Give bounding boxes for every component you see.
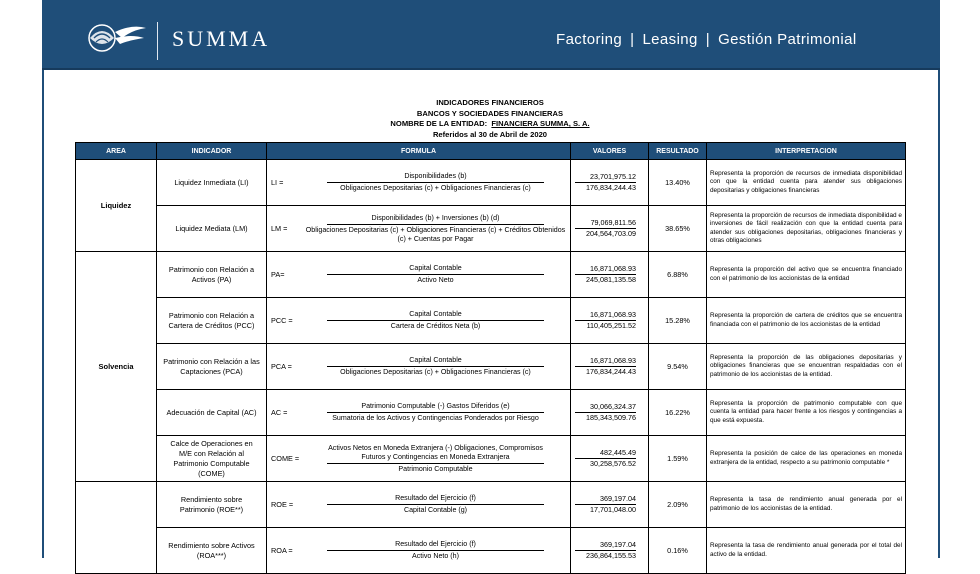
formula-numerator: Resultado del Ejercicio (f) xyxy=(327,494,544,505)
formula-denominator: Sumatoria de los Activos y Contingencias Ponderados por Riesgo xyxy=(332,414,539,422)
formula-denominator: Activo Neto (h) xyxy=(412,552,459,560)
table-row xyxy=(76,528,906,574)
column-header: AREA xyxy=(76,143,157,160)
formula-cell xyxy=(267,160,571,206)
formula-numerator: Resultado del Ejercicio (f) xyxy=(327,540,544,551)
value-numerator: 16,871,068.93 xyxy=(575,310,636,321)
tagline-factoring[interactable]: Factoring xyxy=(556,31,623,48)
value-denominator: 176,834,244.43 xyxy=(586,367,636,376)
interpretation-cell: Representa la posición de calce de las operaciones en moneda extranjera de la entidad, respecto a su patrimonio computable * xyxy=(707,436,906,482)
formula-numerator: Disponibilidades (b) + Inversiones (b) (d) xyxy=(327,214,544,225)
values-cell xyxy=(571,528,649,574)
value-numerator: 369,197.04 xyxy=(575,494,636,505)
formula-cell xyxy=(267,206,571,252)
value-denominator: 185,343,509.76 xyxy=(586,413,636,422)
table-header-row xyxy=(76,143,906,160)
interpretation-cell: Representa la proporción de recursos de inmediata disponibilidad con que la entidad cuenta para atender sus obligaciones depositarias y obligaciones financieras xyxy=(707,160,906,206)
interpretation-cell: Representa la proporción del activo que se encuentra financiado con el patrimonio de los accionistas de la entidad xyxy=(707,252,906,298)
formula-fraction xyxy=(305,264,566,285)
result-cell: 13.40% xyxy=(649,160,707,206)
formula-cell xyxy=(267,252,571,298)
formula-code: ROE = xyxy=(271,500,294,509)
interpretation-cell: Representa la proporción de cartera de créditos que se encuentra financiada con el patrimonio de los accionistas de la entidad xyxy=(707,298,906,344)
result-cell: 9.54% xyxy=(649,344,707,390)
table-row xyxy=(76,344,906,390)
result-cell: 0.16% xyxy=(649,528,707,574)
value-denominator: 245,081,135.58 xyxy=(586,275,636,284)
value-numerator: 369,197.04 xyxy=(575,540,636,551)
interpretation-cell: Representa la proporción de las obligaciones depositarias y obligaciones financieras que se encuentran respaldadas con el patrimonio de los accionistas de la entidad. xyxy=(707,344,906,390)
values-cell xyxy=(571,298,649,344)
indicator-cell: Adecuación de Capital (AC) xyxy=(157,390,267,436)
value-denominator: 30,258,576.52 xyxy=(590,459,636,468)
value-denominator: 110,405,251.52 xyxy=(586,321,636,330)
value-denominator: 204,564,703.09 xyxy=(586,229,636,238)
logo-divider xyxy=(157,22,158,60)
value-numerator: 23,701,975.12 xyxy=(575,172,636,183)
formula-denominator: Obligaciones Depositarias (c) + Obligaciones Financieras (c) xyxy=(340,184,531,192)
area-cell: Liquidez xyxy=(76,160,157,252)
tagline-gestion[interactable]: Gestión Patrimonial xyxy=(718,31,857,48)
column-header: RESULTADO xyxy=(649,143,707,160)
values-cell xyxy=(571,390,649,436)
formula-fraction xyxy=(305,444,566,474)
table-row xyxy=(76,160,906,206)
formula-cell xyxy=(267,482,571,528)
indicators-table xyxy=(75,142,906,574)
table-row xyxy=(76,298,906,344)
indicator-cell: Patrimonio con Relación a Cartera de Créditos (PCC) xyxy=(157,298,267,344)
brand-name: SUMMA xyxy=(172,26,271,51)
formula-denominator: Capital Contable (g) xyxy=(403,506,468,514)
formula-numerator: Capital Contable xyxy=(327,264,544,275)
interpretation-cell: Representa la proporción de recursos de inmediata disponibilidad e inversiones de fácil realización con que la entidad cuenta para atender sus obligaciones depositarias, obligaciones financieras y otras obligaciones xyxy=(707,206,906,252)
interpretation-cell: Representa la proporción de patrimonio computable con que cuenta la entidad para hacer frente a los riesgos y contingencias a que está expuesta. xyxy=(707,390,906,436)
interpretation-cell: Representa la tasa de rendimiento anual generada por el total del activo de la entidad. xyxy=(707,528,906,574)
formula-numerator: Disponibilidades (b) xyxy=(327,172,544,183)
formula-cell xyxy=(267,436,571,482)
area-cell xyxy=(76,482,157,574)
indicator-cell: Patrimonio con Relación a las Captaciones (PCA) xyxy=(157,344,267,390)
value-denominator: 17,701,048.00 xyxy=(590,505,636,514)
indicator-cell: Rendimiento sobre Patrimonio (ROE**) xyxy=(157,482,267,528)
formula-denominator: Cartera de Créditos Neta (b) xyxy=(390,322,481,330)
value-denominator: 236,864,155.53 xyxy=(586,551,636,560)
formula-cell xyxy=(267,528,571,574)
formula-cell xyxy=(267,390,571,436)
result-cell: 16.22% xyxy=(649,390,707,436)
formula-numerator: Capital Contable xyxy=(327,310,544,321)
indicator-cell: Rendimiento sobre Activos (ROA***) xyxy=(157,528,267,574)
report-titles xyxy=(75,98,905,140)
formula-fraction xyxy=(305,310,566,331)
result-cell: 15.28% xyxy=(649,298,707,344)
values-cell xyxy=(571,482,649,528)
result-cell: 1.59% xyxy=(649,436,707,482)
values-cell xyxy=(571,436,649,482)
formula-cell xyxy=(267,298,571,344)
values-cell xyxy=(571,252,649,298)
table-row xyxy=(76,390,906,436)
formula-code: ROA = xyxy=(271,546,293,555)
value-numerator: 30,066,324.37 xyxy=(575,402,636,413)
indicator-cell: Patrimonio con Relación a Activos (PA) xyxy=(157,252,267,298)
values-cell xyxy=(571,160,649,206)
entity-label: NOMBRE DE LA ENTIDAD: xyxy=(390,119,488,128)
formula-code: PA= xyxy=(271,270,285,279)
summa-logo-icon xyxy=(82,20,148,56)
formula-denominator: Activo Neto xyxy=(417,276,454,284)
indicator-cell: Liquidez Inmediata (LI) xyxy=(157,160,267,206)
column-header: INTERPRETACION xyxy=(707,143,906,160)
entity-line xyxy=(75,119,905,130)
area-cell: Solvencia xyxy=(76,252,157,482)
result-cell: 2.09% xyxy=(649,482,707,528)
table-row xyxy=(76,482,906,528)
entity-name: FINANCIERA SUMMA, S. A. xyxy=(491,119,590,128)
formula-code: PCA = xyxy=(271,362,292,371)
formula-denominator: Patrimonio Computable xyxy=(398,464,473,473)
formula-code: PCC = xyxy=(271,316,293,325)
formula-fraction xyxy=(305,356,566,377)
formula-fraction xyxy=(305,214,566,244)
formula-numerator: Patrimonio Computable (-) Gastos Diferidos (e) xyxy=(327,402,544,413)
formula-cell xyxy=(267,344,571,390)
table-row xyxy=(76,206,906,252)
report-date: Referidos al 30 de Abril de 2020 xyxy=(432,129,548,139)
formula-denominator: Obligaciones Depositarias (c) + Obligaciones Financieras (c) + Créditos Obtenidos (c) + Cuentas por Pagar xyxy=(305,225,566,243)
column-header: INDICADOR xyxy=(157,143,267,160)
table-row xyxy=(76,252,906,298)
formula-fraction xyxy=(305,494,566,515)
report-subtitle: BANCOS Y SOCIEDADES FINANCIERAS xyxy=(416,108,564,118)
result-cell: 38.65% xyxy=(649,206,707,252)
tagline xyxy=(556,31,857,48)
tagline-separator: | xyxy=(630,31,635,48)
interpretation-cell: Representa la tasa de rendimiento anual generada por el patrimonio de los accionistas de la entidad. xyxy=(707,482,906,528)
formula-code: LM = xyxy=(271,224,288,233)
values-cell xyxy=(571,206,649,252)
tagline-separator: | xyxy=(705,31,711,48)
tagline-leasing[interactable]: Leasing xyxy=(642,31,698,48)
report-title: INDICADORES FINANCIEROS xyxy=(436,98,544,107)
value-denominator: 176,834,244.43 xyxy=(586,183,636,192)
value-numerator: 482,445.49 xyxy=(575,448,636,459)
column-header: FORMULA xyxy=(267,143,571,160)
values-cell xyxy=(571,344,649,390)
indicator-cell: Liquidez Mediata (LM) xyxy=(157,206,267,252)
formula-code: COME = xyxy=(271,454,300,463)
formula-denominator: Obligaciones Depositarias (c) + Obligaciones Financieras (c) xyxy=(340,368,531,376)
formula-numerator: Capital Contable xyxy=(327,356,544,367)
indicator-cell: Calce de Operaciones en M/E con Relación al Patrimonio Computable (COME) xyxy=(157,436,267,482)
value-numerator: 79,069,811.56 xyxy=(575,218,636,229)
column-header: VALORES xyxy=(571,143,649,160)
value-numerator: 16,871,068.93 xyxy=(575,264,636,275)
formula-fraction xyxy=(305,402,566,423)
formula-code: AC = xyxy=(271,408,288,417)
formula-fraction xyxy=(305,172,566,193)
table-row xyxy=(76,436,906,482)
result-cell: 6.88% xyxy=(649,252,707,298)
formula-code: LI = xyxy=(271,178,284,187)
value-numerator: 16,871,068.93 xyxy=(575,356,636,367)
formula-numerator: Activos Netos en Moneda Extranjera (-) Obligaciones, Compromisos Futuros y Contingencias en Moneda Extranjera xyxy=(327,444,544,464)
